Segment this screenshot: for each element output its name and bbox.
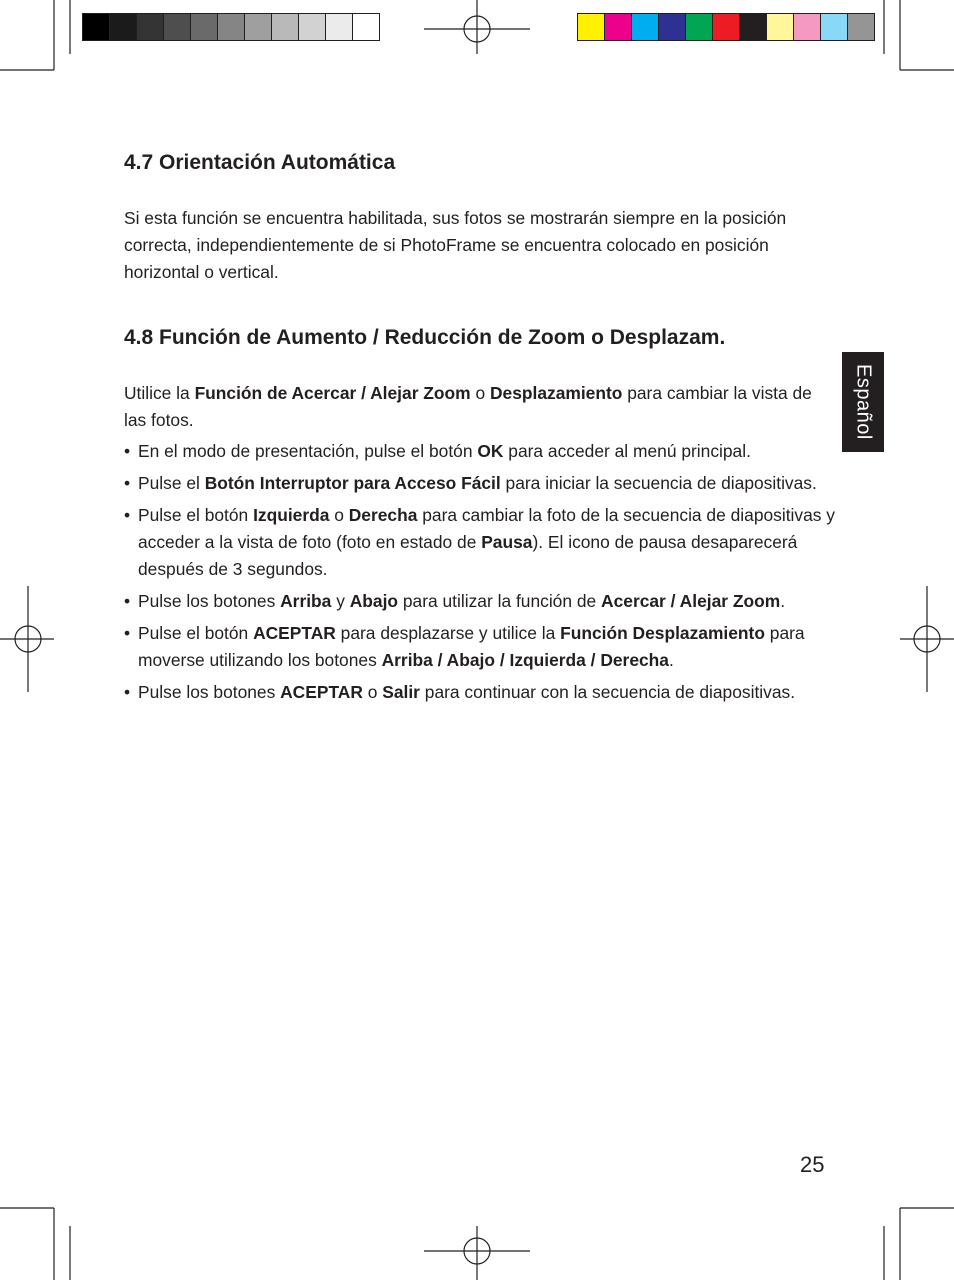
list-item: • Pulse los botones ACEPTAR o Salir para continuar con la secuencia de diapositivas. [124,679,836,706]
instruction-list [124,438,836,711]
list-item: • Pulse el botón ACEPTAR para desplazarse y utilice la Función Desplazamiento para moverse utilizando los botones Arriba / Abajo / Izquierda / Derecha. [124,620,836,674]
section-4-7-body: Si esta función se encuentra habilitada, sus fotos se mostrarán siempre en la posición correcta, independientemente de si PhotoFrame se encuentra colocado en posición horizontal o vertical. [124,208,787,282]
bullet-marker: • [124,682,131,702]
bullet-marker: • [124,591,131,611]
bullet-marker: • [124,473,131,493]
section-4-8-title: 4.8 Función de Aumento / Reducción de Zoom o Desplazam. [124,326,726,349]
language-side-tab [842,352,884,452]
list-item: • Pulse el Botón Interruptor para Acceso Fácil para iniciar la secuencia de diapositivas. [124,470,836,497]
list-item: • En el modo de presentación, pulse el botón OK para acceder al menú principal. [124,438,836,465]
section-4-8-intro: Utilice la Función de Acercar / Alejar Zoom o Desplazamiento para cambiar la vista de las fotos. [124,383,812,430]
page-number: 25 [800,1152,825,1177]
bullet-marker: • [124,441,131,461]
language-tab-label: Español [852,364,875,440]
section-4-7-title: 4.7 Orientación Automática [124,151,396,174]
list-item: • Pulse el botón Izquierda o Derecha para cambiar la foto de la secuencia de diapositivas y acceder a la vista de foto (foto en estado de Pausa). El icono de pausa desaparecerá después de 3 segundos. [124,502,836,583]
bullet-marker: • [124,623,131,643]
list-item: • Pulse los botones Arriba y Abajo para utilizar la función de Acercar / Alejar Zoom. [124,588,836,615]
bullet-marker: • [124,505,131,525]
